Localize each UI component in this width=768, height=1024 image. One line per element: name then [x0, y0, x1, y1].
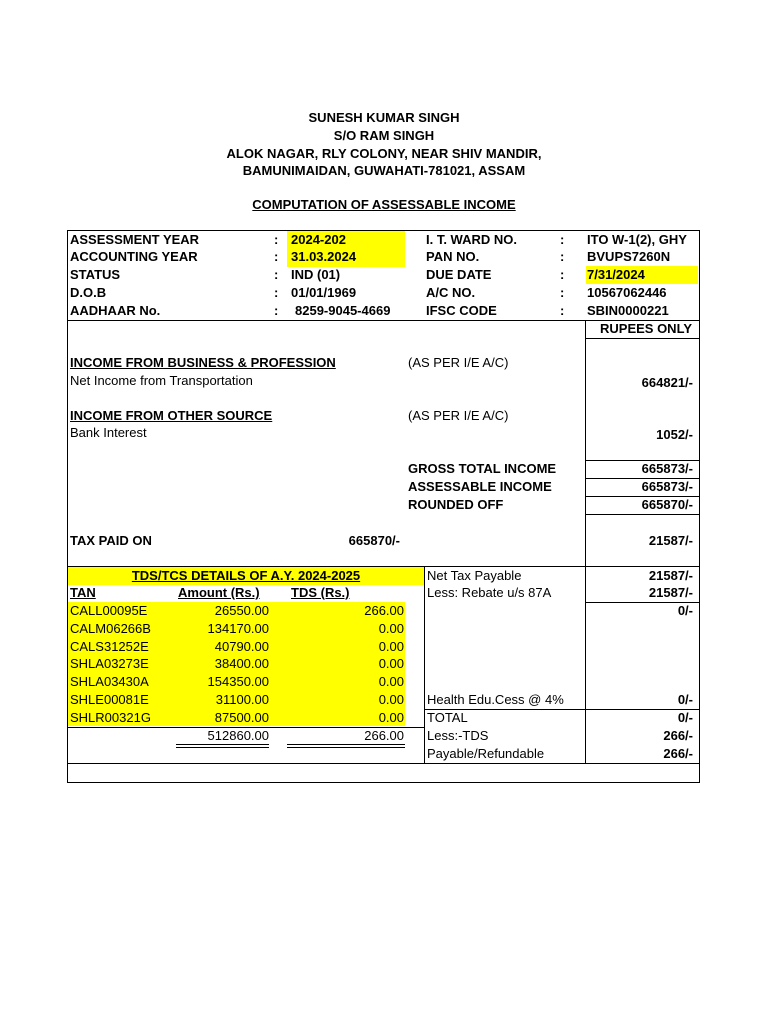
colon: : — [274, 232, 279, 247]
less-tds-value: 266/- — [663, 728, 693, 743]
due-date-value: 7/31/2024 — [587, 267, 645, 282]
assessment-year-value: 2024-202 — [291, 232, 346, 247]
status-value: IND (01) — [291, 267, 341, 282]
tds-total-tds: 266.00 — [364, 728, 404, 743]
due-date-label: DUE DATE — [426, 267, 492, 282]
tan-cell: SHLA03430A — [70, 674, 149, 689]
ifsc-label: IFSC CODE — [426, 303, 497, 318]
amount-cell: 40790.00 — [214, 639, 269, 654]
dob-label: D.O.B — [70, 285, 107, 300]
payable-refundable-value: 266/- — [663, 746, 693, 761]
aadhaar-value: 8259-9045-4669 — [295, 303, 391, 318]
rounded-off-label: ROUNDED OFF — [408, 497, 504, 512]
colon: : — [274, 249, 279, 264]
colon: : — [560, 267, 565, 282]
assessable-income-label: ASSESSABLE INCOME — [408, 479, 552, 494]
tan-cell: SHLA03273E — [70, 656, 149, 671]
net-tax-payable-value: 21587/- — [648, 568, 693, 583]
pan-label: PAN NO. — [426, 249, 480, 264]
tds-cell: 0.00 — [378, 639, 404, 654]
assessment-year-label: ASSESSMENT YEAR — [70, 232, 200, 247]
payable-refundable-label: Payable/Refundable — [427, 746, 545, 761]
tan-cell: CALL00095E — [70, 603, 148, 618]
rebate-label: Less: Rebate u/s 87A — [427, 585, 552, 600]
ifsc-value: SBIN0000221 — [587, 303, 669, 318]
ward-label: I. T. WARD NO. — [426, 232, 517, 247]
gross-total-value: 665873/- — [641, 461, 693, 476]
tan-cell: CALM06266B — [70, 621, 151, 636]
less-tds-label: Less:-TDS — [427, 728, 489, 743]
aadhaar-label: AADHAAR No. — [70, 303, 161, 318]
other-item: Bank Interest — [70, 425, 147, 440]
status-label: STATUS — [70, 267, 121, 282]
after-rebate-value: 0/- — [677, 603, 693, 618]
ward-value: ITO W-1(2), GHY — [587, 232, 687, 247]
tds-title: TDS/TCS DETAILS OF A.Y. 2024-2025 — [131, 568, 361, 583]
tds-cell: 0.00 — [378, 674, 404, 689]
other-amount: 1052/- — [656, 427, 693, 442]
colon: : — [274, 267, 279, 282]
tds-cell: 0.00 — [378, 710, 404, 725]
accounting-year-value: 31.03.2024 — [291, 249, 357, 264]
account-label: A/C NO. — [426, 285, 476, 300]
assessable-income-value: 665873/- — [641, 479, 693, 494]
address-line-1: ALOK NAGAR, RLY COLONY, NEAR SHIV MANDIR, — [226, 146, 542, 161]
tax-paid-label: TAX PAID ON — [70, 533, 152, 548]
tax-paid-amount: 21587/- — [648, 533, 693, 548]
rebate-value: 21587/- — [648, 585, 693, 600]
colon: : — [560, 249, 565, 264]
business-note: (AS PER I/E A/C) — [408, 355, 509, 370]
colon: : — [560, 232, 565, 247]
amount-cell: 38400.00 — [214, 656, 269, 671]
tds-cell: 266.00 — [364, 603, 404, 618]
cess-value: 0/- — [677, 692, 693, 707]
colon: : — [560, 285, 565, 300]
other-note: (AS PER I/E A/C) — [408, 408, 509, 423]
total-label: TOTAL — [427, 710, 468, 725]
rupees-only-header: RUPEES ONLY — [600, 321, 692, 336]
rounded-off-value: 665870/- — [641, 497, 693, 512]
other-heading: INCOME FROM OTHER SOURCE — [70, 408, 273, 423]
tds-cell: 0.00 — [378, 692, 404, 707]
amount-cell: 154350.00 — [207, 674, 269, 689]
dob-value: 01/01/1969 — [291, 285, 357, 300]
business-item: Net Income from Transportation — [70, 373, 253, 388]
cess-label: Health Edu.Cess @ 4% — [427, 692, 564, 707]
tds-cell: 0.00 — [378, 656, 404, 671]
colon: : — [274, 303, 279, 318]
business-heading: INCOME FROM BUSINESS & PROFESSION — [70, 355, 336, 370]
tax-paid-base: 665870/- — [348, 533, 400, 548]
tds-total-amount: 512860.00 — [207, 728, 269, 743]
account-value: 10567062446 — [587, 285, 667, 300]
business-amount: 664821/- — [641, 375, 693, 390]
colon: : — [274, 285, 279, 300]
colon: : — [560, 303, 565, 318]
amount-cell: 26550.00 — [214, 603, 269, 618]
taxpayer-name: SUNESH KUMAR SINGH — [308, 110, 460, 125]
net-tax-payable-label: Net Tax Payable — [427, 568, 522, 583]
tan-cell: SHLE00081E — [70, 692, 149, 707]
tan-cell: SHLR00321G — [70, 710, 151, 725]
amount-cell: 87500.00 — [214, 710, 269, 725]
gross-total-label: GROSS TOTAL INCOME — [408, 461, 557, 476]
pan-value: BVUPS7260N — [587, 249, 671, 264]
tds-cell: 0.00 — [378, 621, 404, 636]
tds-col-tan: TAN — [70, 585, 96, 600]
document-title — [0, 197, 768, 212]
address-line-2: BAMUNIMAIDAN, GUWAHATI-781021, ASSAM — [242, 163, 526, 178]
total-value: 0/- — [677, 710, 693, 725]
tds-col-tds: TDS (Rs.) — [291, 585, 350, 600]
document-title-text: COMPUTATION OF ASSESSABLE INCOME — [252, 197, 516, 212]
amount-cell: 31100.00 — [215, 692, 269, 707]
accounting-year-label: ACCOUNTING YEAR — [70, 249, 198, 264]
tan-cell: CALS31252E — [70, 639, 149, 654]
taxpayer-relation: S/O RAM SINGH — [333, 128, 435, 143]
amount-cell: 134170.00 — [207, 621, 269, 636]
tds-col-amount: Amount (Rs.) — [178, 585, 260, 600]
